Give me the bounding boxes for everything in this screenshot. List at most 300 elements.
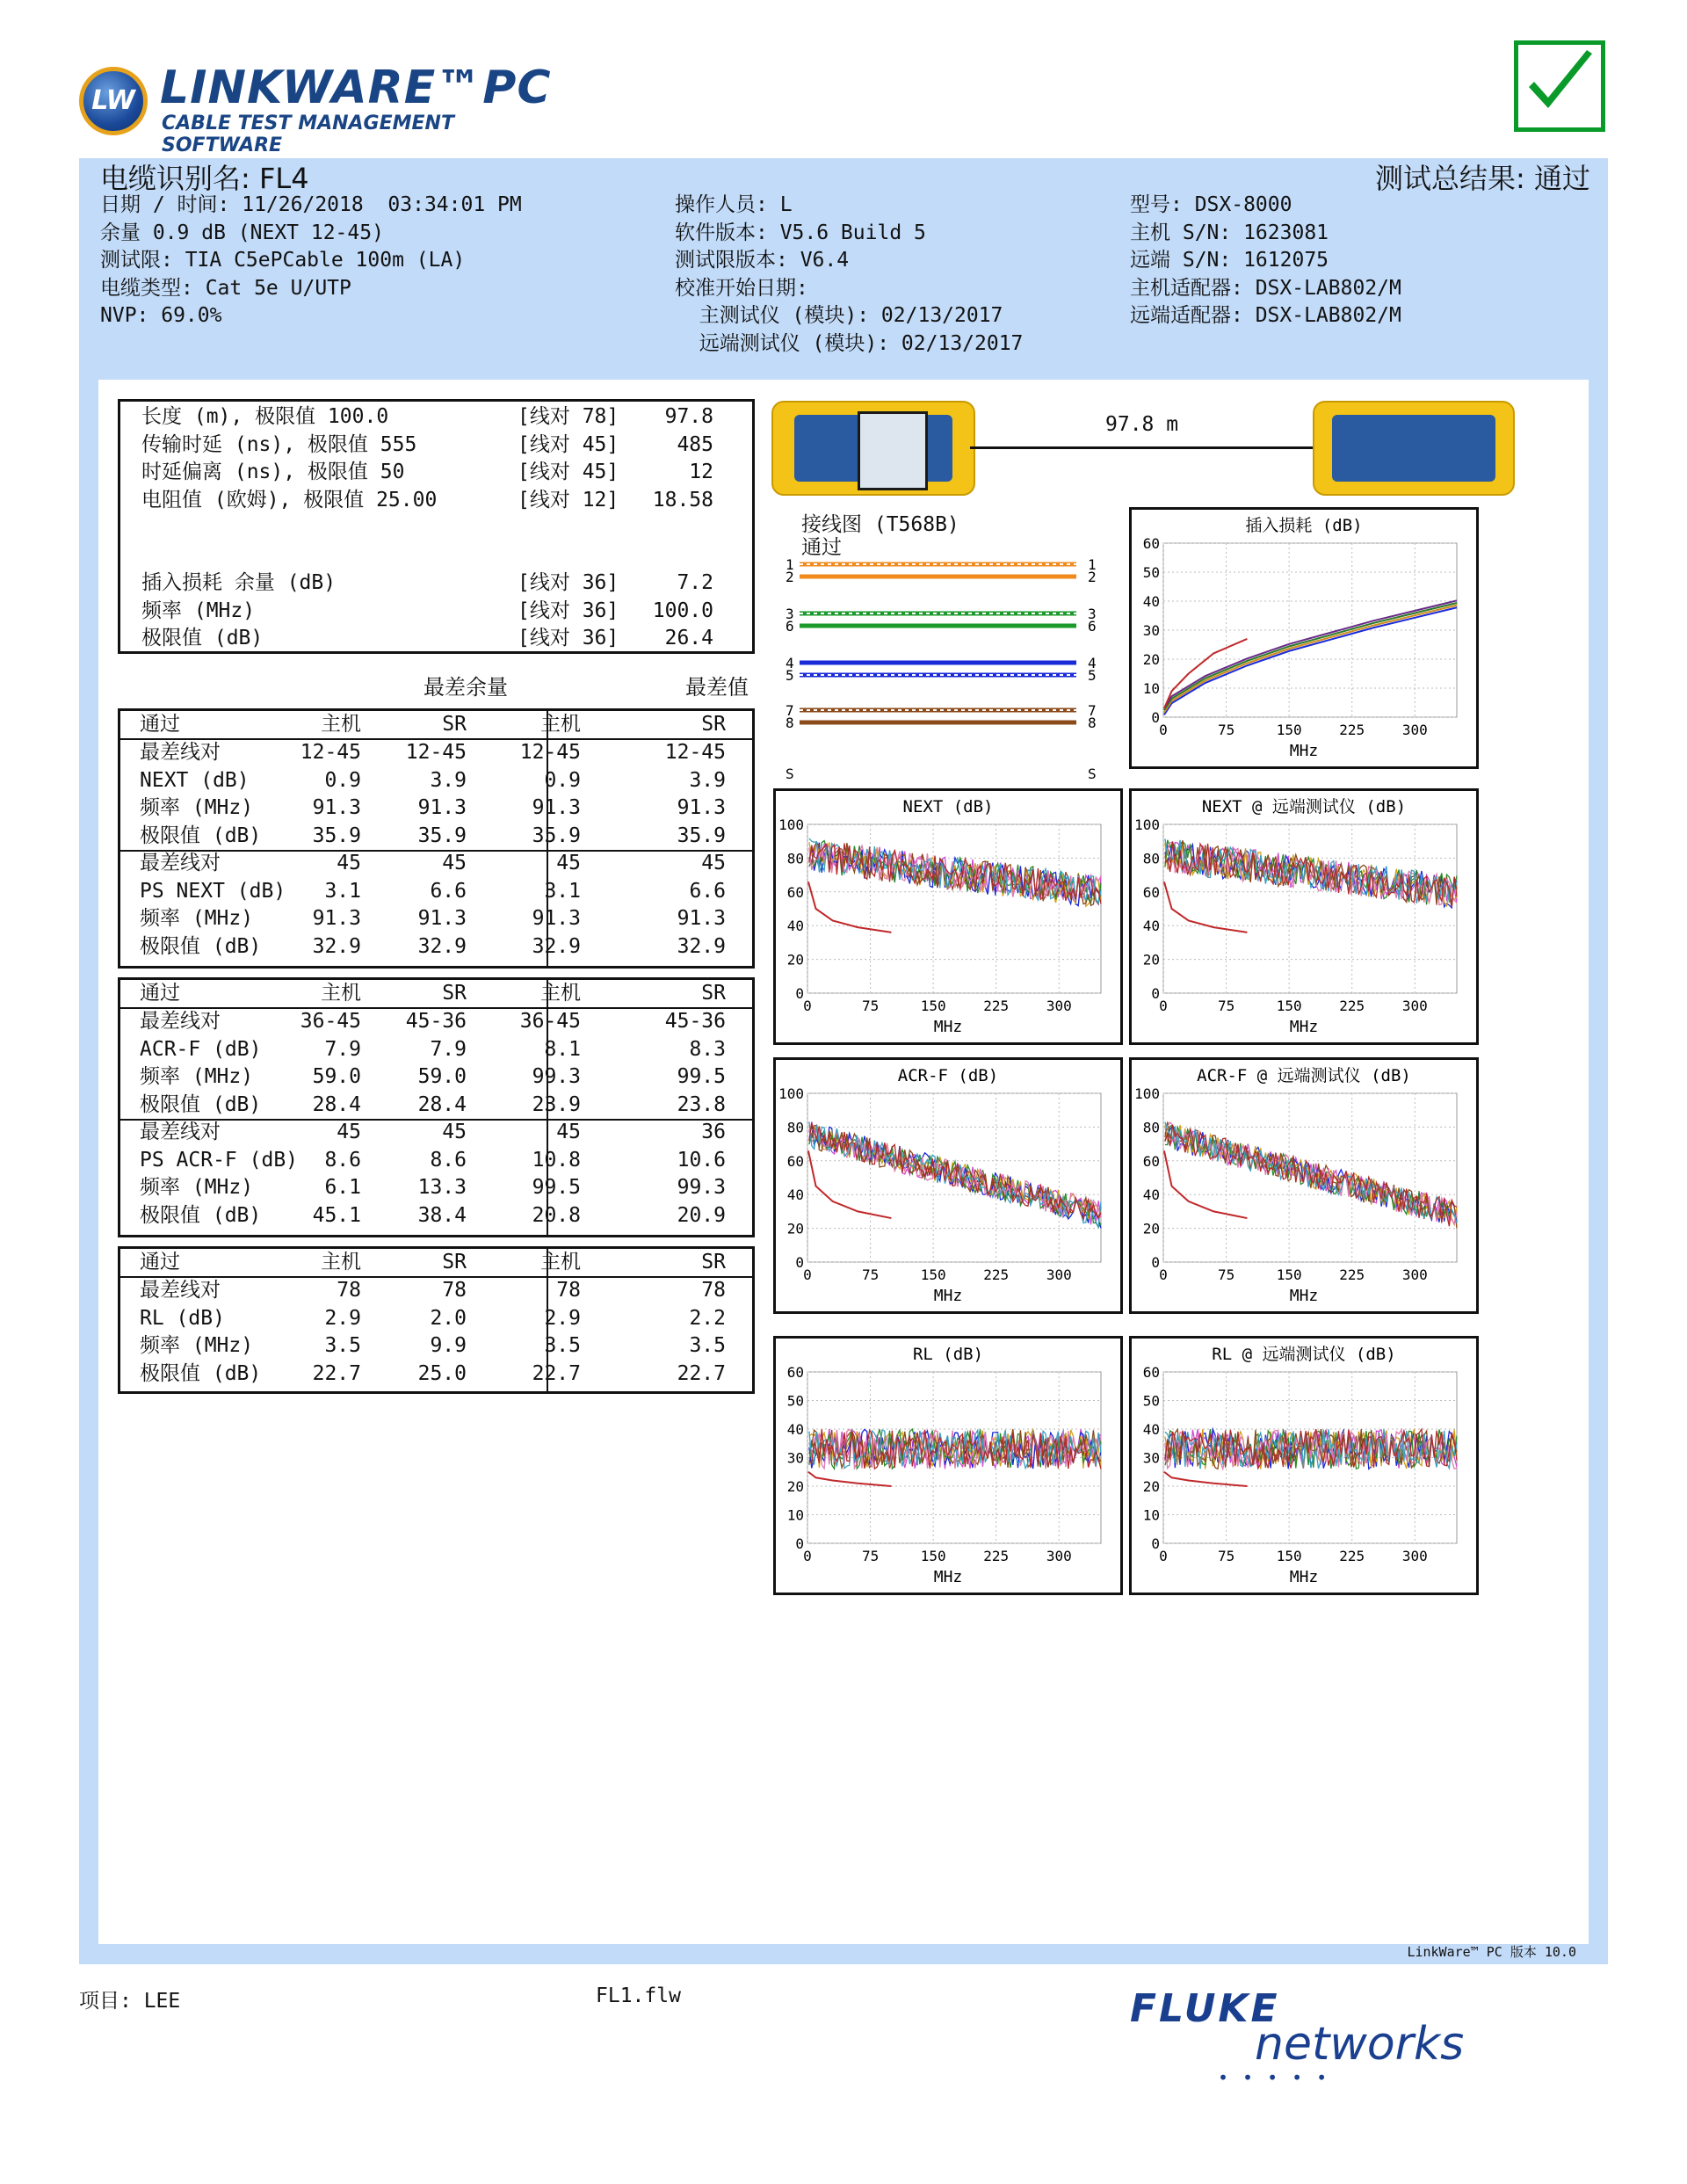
data-series	[1165, 1122, 1457, 1223]
brand-bottom: networks	[1255, 2018, 1465, 2071]
file-label: FL1.flw	[596, 1984, 681, 2007]
header-mid	[675, 192, 1023, 358]
x-tick-label: 0	[803, 1548, 812, 1564]
y-tick-label: 40	[1142, 593, 1160, 610]
table-cell: 12-45	[405, 741, 467, 764]
table-cell: 45	[556, 1121, 581, 1143]
table-cell: 20.8	[532, 1203, 581, 1227]
table-row	[120, 795, 752, 823]
summary-pair: [线对 36]	[518, 599, 619, 622]
table-divider	[120, 1119, 752, 1121]
y-tick-label: 20	[786, 951, 804, 969]
table-cell-label: 频率 (MHz)	[140, 1176, 254, 1199]
summary-row	[120, 625, 752, 653]
x-tick-label: 300	[1046, 1548, 1072, 1564]
table-cell: 23.9	[532, 1092, 581, 1116]
table-cell: 23.8	[677, 1092, 726, 1116]
next-chart	[773, 788, 1123, 1045]
chart-canvas	[1132, 1339, 1476, 1593]
table-cell-label: 最差线对	[140, 741, 221, 764]
y-tick-label: 60	[786, 1152, 804, 1170]
table-row	[120, 739, 752, 767]
x-axis-label: MHz	[933, 1287, 963, 1305]
y-tick-label: 100	[1134, 816, 1160, 833]
table-cell: 91.3	[417, 907, 467, 930]
table-cell: 91.3	[677, 796, 726, 819]
summary-row	[120, 459, 752, 487]
wiremap-pin-right: 8	[1088, 715, 1097, 731]
summary-box	[118, 399, 755, 654]
cable-length: 97.8 m	[1105, 413, 1179, 436]
y-tick-label: 10	[1142, 1506, 1160, 1524]
chart-title: ACR-F (dB)	[897, 1066, 999, 1085]
table-cell: 32.9	[312, 934, 361, 958]
table-cell: 91.3	[532, 907, 581, 930]
y-tick-label: 60	[1142, 1152, 1160, 1170]
header-limit-version: 测试限版本: V6.4	[675, 249, 850, 272]
y-tick-label: 0	[795, 1535, 804, 1552]
table-divider	[547, 711, 548, 966]
wiremap-pin-left: 1	[786, 556, 794, 573]
table-cell: 12-45	[519, 741, 581, 764]
project-label: 项目: LEE	[79, 1990, 181, 2013]
summary-label: 插入损耗 余量 (dB)	[141, 571, 337, 594]
wiremap-pin-right: S	[1088, 765, 1097, 782]
table-row	[120, 1305, 752, 1333]
wiremap-title: 接线图 (T568B)	[801, 513, 959, 536]
chart-title: RL @ 远端测试仪 (dB)	[1212, 1345, 1396, 1364]
x-tick-label: 150	[920, 1266, 946, 1283]
chart-title: ACR-F @ 远端测试仪 (dB)	[1197, 1066, 1411, 1085]
table-cell: SR	[701, 1251, 726, 1273]
next-table	[118, 708, 755, 969]
table-cell: 91.3	[417, 796, 467, 819]
header-model: 型号: DSX-8000	[1130, 193, 1292, 216]
y-tick-label: 0	[1151, 1535, 1160, 1552]
table-cell: 6.6	[689, 879, 726, 903]
table-cell: SR	[442, 1251, 467, 1273]
chart-title: 插入损耗 (dB)	[1245, 516, 1363, 535]
y-tick-label: 10	[1142, 680, 1160, 697]
table-cell: SR	[701, 982, 726, 1005]
table-row	[120, 850, 752, 878]
x-tick-label: 75	[1217, 722, 1235, 738]
table-cell-label: 最差线对	[140, 852, 221, 874]
x-axis-label: MHz	[1289, 1287, 1319, 1305]
x-tick-label: 75	[1217, 998, 1235, 1014]
table-cell-label: PS ACR-F (dB)	[140, 1148, 299, 1172]
x-tick-label: 300	[1401, 1266, 1428, 1283]
cable-id: 电缆识别名: FL4	[100, 162, 309, 195]
x-tick-label: 75	[1217, 1266, 1235, 1283]
header-main-adapter: 主机适配器: DSX-LAB802/M	[1130, 276, 1401, 300]
table-cell: 99.5	[677, 1065, 726, 1088]
header-remote-module: 远端测试仪 (模块): 02/13/2017	[675, 331, 1024, 355]
y-tick-label: 80	[1142, 1119, 1160, 1136]
y-tick-label: 60	[1142, 535, 1160, 552]
table-cell: 12-45	[300, 741, 361, 764]
table-cell: 99.5	[532, 1176, 581, 1199]
data-series	[809, 841, 1101, 904]
table-divider	[120, 738, 752, 740]
table-cell: 22.7	[532, 1361, 581, 1385]
table-cell: 0.9	[324, 768, 361, 792]
x-tick-label: 150	[1276, 722, 1302, 738]
table-cell: 主机	[540, 1251, 581, 1273]
wiremap-pin-right: 3	[1088, 606, 1097, 622]
wiremap-pin-left: 3	[786, 606, 794, 622]
table-cell: 3.1	[544, 879, 581, 903]
x-tick-label: 150	[1276, 1548, 1302, 1564]
summary-row	[120, 487, 752, 515]
worst-margin-caption: 最差余量	[424, 675, 508, 700]
table-cell: 32.9	[417, 934, 467, 958]
table-cell: 78	[442, 1279, 467, 1302]
cable-line	[970, 446, 1313, 449]
table-row	[120, 1008, 752, 1036]
y-tick-label: 60	[1142, 1364, 1160, 1381]
fluke-networks-logo	[1130, 1986, 1499, 2088]
table-cell: 45	[442, 1121, 467, 1143]
table-cell: 22.7	[312, 1361, 361, 1385]
table-cell: 36	[701, 1121, 726, 1143]
y-tick-label: 30	[1142, 1449, 1160, 1467]
table-cell: 9.9	[430, 1334, 467, 1357]
table-cell: 91.3	[532, 796, 581, 819]
chart-title: RL (dB)	[912, 1345, 984, 1364]
wiremap-pin-left: 8	[786, 715, 794, 731]
y-tick-label: 100	[1134, 1085, 1160, 1102]
table-cell: 78	[556, 1279, 581, 1302]
chart-title: NEXT @ 远端测试仪 (dB)	[1201, 797, 1407, 816]
y-tick-label: 0	[795, 1254, 804, 1271]
header-remote-adapter: 远端适配器: DSX-LAB802/M	[1130, 304, 1401, 327]
limit-line	[1164, 1472, 1247, 1486]
y-tick-label: 30	[786, 1449, 804, 1467]
summary-row	[120, 598, 752, 626]
y-tick-label: 20	[1142, 951, 1160, 969]
header-nvp: NVP: 69.0%	[100, 304, 222, 327]
header-left	[100, 192, 522, 330]
table-divider	[120, 850, 752, 852]
table-cell-label: PS NEXT (dB)	[140, 879, 286, 903]
summary-pair: [线对 36]	[518, 571, 619, 594]
rl-remote-chart	[1129, 1336, 1479, 1595]
x-tick-label: 225	[983, 1548, 1010, 1564]
brand-top: FLUKE	[1130, 1986, 1280, 2031]
table-cell: 0.9	[544, 768, 581, 792]
table-cell: 59.0	[417, 1065, 467, 1088]
table-cell: 8.6	[430, 1148, 467, 1172]
y-tick-label: 10	[786, 1506, 804, 1524]
y-tick-label: 40	[1142, 918, 1160, 935]
table-cell-label: 通过	[140, 1251, 180, 1273]
table-cell: 78	[337, 1279, 361, 1302]
table-cell: 32.9	[677, 934, 726, 958]
summary-label: 电阻值 (欧姆), 极限值 25.00	[141, 488, 438, 512]
table-row	[120, 1063, 752, 1092]
header-operator: 操作人员: L	[675, 193, 793, 216]
wiremap-status: 通过	[801, 536, 842, 559]
x-axis-label: MHz	[1289, 742, 1319, 760]
table-cell: 主机	[321, 1251, 361, 1273]
table-cell-label: 通过	[140, 713, 180, 736]
table-cell: 45	[442, 852, 467, 874]
summary-row	[120, 514, 752, 542]
x-tick-label: 150	[920, 998, 946, 1014]
summary-pair: [线对 45]	[518, 432, 619, 456]
table-row	[120, 1036, 752, 1064]
header-software: 软件版本: V5.6 Build 5	[675, 221, 926, 244]
worst-value-caption: 最差值	[685, 675, 749, 700]
data-series	[1164, 607, 1457, 715]
x-tick-label: 0	[1159, 722, 1168, 738]
table-cell: 主机	[540, 713, 581, 736]
wiremap-diagram	[773, 545, 1107, 791]
wiremap-pin-left: 2	[786, 569, 794, 585]
table-cell: 8.1	[544, 1037, 581, 1061]
acrf-remote-chart	[1129, 1057, 1479, 1314]
chart-canvas	[776, 1339, 1120, 1593]
table-cell: 45-36	[664, 1010, 726, 1033]
table-cell: 35.9	[312, 824, 361, 847]
table-cell: 35.9	[532, 824, 581, 847]
table-cell: 91.3	[312, 796, 361, 819]
wiremap-pin-right: 2	[1088, 569, 1097, 585]
y-tick-label: 60	[1142, 883, 1160, 901]
x-tick-label: 300	[1046, 998, 1072, 1014]
table-row	[120, 933, 752, 961]
table-cell: 91.3	[677, 907, 726, 930]
x-tick-label: 0	[1159, 998, 1168, 1014]
wiremap-pin-right: 4	[1088, 655, 1097, 671]
table-cell: 主机	[321, 982, 361, 1005]
table-row	[120, 1202, 752, 1230]
x-tick-label: 225	[1339, 1548, 1365, 1564]
y-tick-label: 40	[1142, 1186, 1160, 1204]
table-cell: SR	[701, 713, 726, 736]
wiremap-pin-left: S	[786, 765, 794, 782]
table-cell: 2.0	[430, 1306, 467, 1330]
y-tick-label: 0	[1151, 985, 1160, 1002]
rl-table	[118, 1246, 755, 1394]
table-cell: 3.9	[689, 768, 726, 792]
summary-pair: [线对 45]	[518, 461, 619, 483]
table-cell: 99.3	[677, 1176, 726, 1199]
table-cell-label: 最差线对	[140, 1010, 221, 1033]
table-divider	[120, 1007, 752, 1009]
table-row	[120, 823, 752, 851]
table-cell-label: NEXT (dB)	[140, 768, 250, 792]
table-cell: SR	[442, 713, 467, 736]
x-tick-label: 150	[920, 1548, 946, 1564]
y-tick-label: 20	[786, 1220, 804, 1237]
table-cell: SR	[442, 982, 467, 1005]
header-main-sn: 主机 S/N: 1623081	[1130, 221, 1329, 244]
x-tick-label: 225	[1339, 722, 1365, 738]
table-cell: 22.7	[677, 1361, 726, 1385]
table-cell: 2.2	[689, 1306, 726, 1330]
y-tick-label: 60	[786, 883, 804, 901]
summary-value: 12	[689, 461, 713, 483]
table-row	[120, 1277, 752, 1305]
x-tick-label: 225	[983, 1266, 1010, 1283]
x-axis-label: MHz	[933, 1568, 963, 1586]
table-cell: 3.5	[689, 1334, 726, 1357]
header-remote-sn: 远端 S/N: 1612075	[1130, 249, 1329, 272]
table-cell: 38.4	[417, 1203, 467, 1227]
table-cell: 2.9	[324, 1306, 361, 1330]
table-cell: 45	[337, 852, 361, 874]
table-cell: 32.9	[532, 934, 581, 958]
y-tick-label: 20	[786, 1478, 804, 1495]
x-tick-label: 0	[803, 998, 812, 1014]
limit-line	[808, 1472, 891, 1486]
summary-row	[120, 570, 752, 598]
summary-label: 长度 (m), 极限值 100.0	[141, 405, 389, 428]
summary-value: 100.0	[652, 599, 713, 622]
table-cell: 59.0	[312, 1065, 361, 1088]
y-tick-label: 50	[1142, 564, 1160, 581]
y-tick-label: 40	[1142, 1421, 1160, 1438]
x-tick-label: 225	[1339, 998, 1365, 1014]
summary-row	[120, 542, 752, 570]
table-header-row	[120, 1249, 752, 1277]
summary-label: 极限值 (dB)	[141, 627, 264, 649]
table-cell: 8.3	[689, 1037, 726, 1061]
next-remote-chart	[1129, 788, 1479, 1045]
y-tick-label: 80	[786, 850, 804, 867]
table-cell: 20.9	[677, 1203, 726, 1227]
x-tick-label: 0	[803, 1266, 812, 1283]
table-cell: 45	[337, 1121, 361, 1143]
table-cell: 45.1	[312, 1203, 361, 1227]
table-cell: 36-45	[300, 1010, 361, 1033]
table-cell-label: 最差线对	[140, 1121, 221, 1143]
table-cell-label: 极限值 (dB)	[140, 1092, 262, 1116]
summary-value: 18.58	[652, 488, 713, 512]
plot-area	[807, 824, 1101, 993]
table-cell-label: 频率 (MHz)	[140, 1334, 254, 1357]
table-row	[120, 1092, 752, 1120]
wiremap-pin-left: 4	[786, 655, 794, 671]
table-cell: 28.4	[417, 1092, 467, 1116]
header-right	[1130, 192, 1401, 330]
table-cell: 78	[701, 1279, 726, 1302]
table-cell: 3.5	[544, 1334, 581, 1357]
table-divider	[547, 980, 548, 1235]
y-tick-label: 80	[1142, 850, 1160, 867]
summary-value: 26.4	[664, 627, 713, 649]
chart-title: NEXT (dB)	[902, 797, 994, 816]
insertion-loss-chart	[1129, 507, 1479, 769]
table-row	[120, 767, 752, 795]
y-tick-label: 30	[1142, 622, 1160, 639]
wiremap-pin-right: 7	[1088, 702, 1097, 719]
table-header-row	[120, 711, 752, 739]
y-tick-label: 20	[1142, 651, 1160, 668]
table-cell-label: 极限值 (dB)	[140, 934, 262, 958]
table-cell: 45	[556, 852, 581, 874]
x-tick-label: 225	[1339, 1266, 1365, 1283]
version-label: LinkWare™ PC 版本 10.0	[1407, 1944, 1576, 1960]
chart-canvas	[1132, 510, 1476, 766]
table-cell: 6.6	[430, 879, 467, 903]
table-row	[120, 1174, 752, 1202]
table-cell-label: 通过	[140, 982, 180, 1005]
table-row	[120, 878, 752, 906]
y-tick-label: 40	[786, 1421, 804, 1438]
table-cell-label: 最差线对	[140, 1279, 221, 1302]
table-cell: 2.9	[544, 1306, 581, 1330]
table-cell: 35.9	[417, 824, 467, 847]
summary-pair: [线对 36]	[518, 627, 619, 649]
x-tick-label: 0	[1159, 1266, 1168, 1283]
table-row	[120, 905, 752, 933]
table-cell: 28.4	[312, 1092, 361, 1116]
y-tick-label: 100	[778, 816, 804, 833]
table-row	[120, 1147, 752, 1175]
summary-value: 485	[677, 432, 713, 456]
chart-canvas	[1132, 791, 1476, 1042]
x-tick-label: 75	[1217, 1548, 1235, 1564]
y-tick-label: 20	[1142, 1478, 1160, 1495]
y-tick-label: 0	[1151, 1254, 1160, 1271]
table-cell: 99.3	[532, 1065, 581, 1088]
x-tick-label: 300	[1046, 1266, 1072, 1283]
wiremap-pin-right: 5	[1088, 667, 1097, 684]
y-tick-label: 60	[786, 1364, 804, 1381]
y-tick-label: 40	[786, 918, 804, 935]
y-tick-label: 40	[786, 1186, 804, 1204]
y-tick-label: 0	[1151, 709, 1160, 726]
overall-result: 测试总结果: 通过	[1375, 162, 1590, 195]
x-axis-label: MHz	[1289, 1018, 1319, 1036]
header-margin: 余量 0.9 dB (NEXT 12-45)	[100, 221, 384, 244]
summary-value: 97.8	[664, 405, 713, 428]
table-cell: 10.6	[677, 1148, 726, 1172]
logo-mark: LW	[79, 67, 148, 135]
x-axis-label: MHz	[933, 1018, 963, 1036]
summary-pair: [线对 12]	[518, 488, 619, 512]
x-tick-label: 75	[861, 1266, 880, 1283]
x-tick-label: 300	[1401, 722, 1428, 738]
acrf-table	[118, 977, 755, 1237]
table-cell-label: 极限值 (dB)	[140, 1361, 262, 1385]
x-tick-label: 225	[983, 998, 1010, 1014]
x-tick-label: 150	[1276, 1266, 1302, 1283]
header-calibration: 校准开始日期:	[675, 276, 808, 300]
header-date: 日期 / 时间: 11/26/2018 03:34:01 PM	[100, 193, 522, 216]
x-tick-label: 300	[1401, 1548, 1428, 1564]
table-cell-label: 频率 (MHz)	[140, 907, 254, 930]
table-cell: 主机	[540, 982, 581, 1005]
y-tick-label: 50	[1142, 1392, 1160, 1410]
linkware-logo	[79, 62, 571, 156]
table-cell: 91.3	[312, 907, 361, 930]
logo-title: LINKWARE™PC	[160, 62, 552, 114]
main-tester-icon	[771, 401, 975, 496]
wiremap-pin-left: 5	[786, 667, 794, 684]
table-row	[120, 1360, 752, 1389]
table-cell: 45	[701, 852, 726, 874]
table-header-row	[120, 980, 752, 1008]
summary-pair: [线对 78]	[518, 405, 619, 428]
y-tick-label: 20	[1142, 1220, 1160, 1237]
table-cell: 45-36	[405, 1010, 467, 1033]
chart-canvas	[776, 1060, 1120, 1311]
table-cell: 主机	[321, 713, 361, 736]
